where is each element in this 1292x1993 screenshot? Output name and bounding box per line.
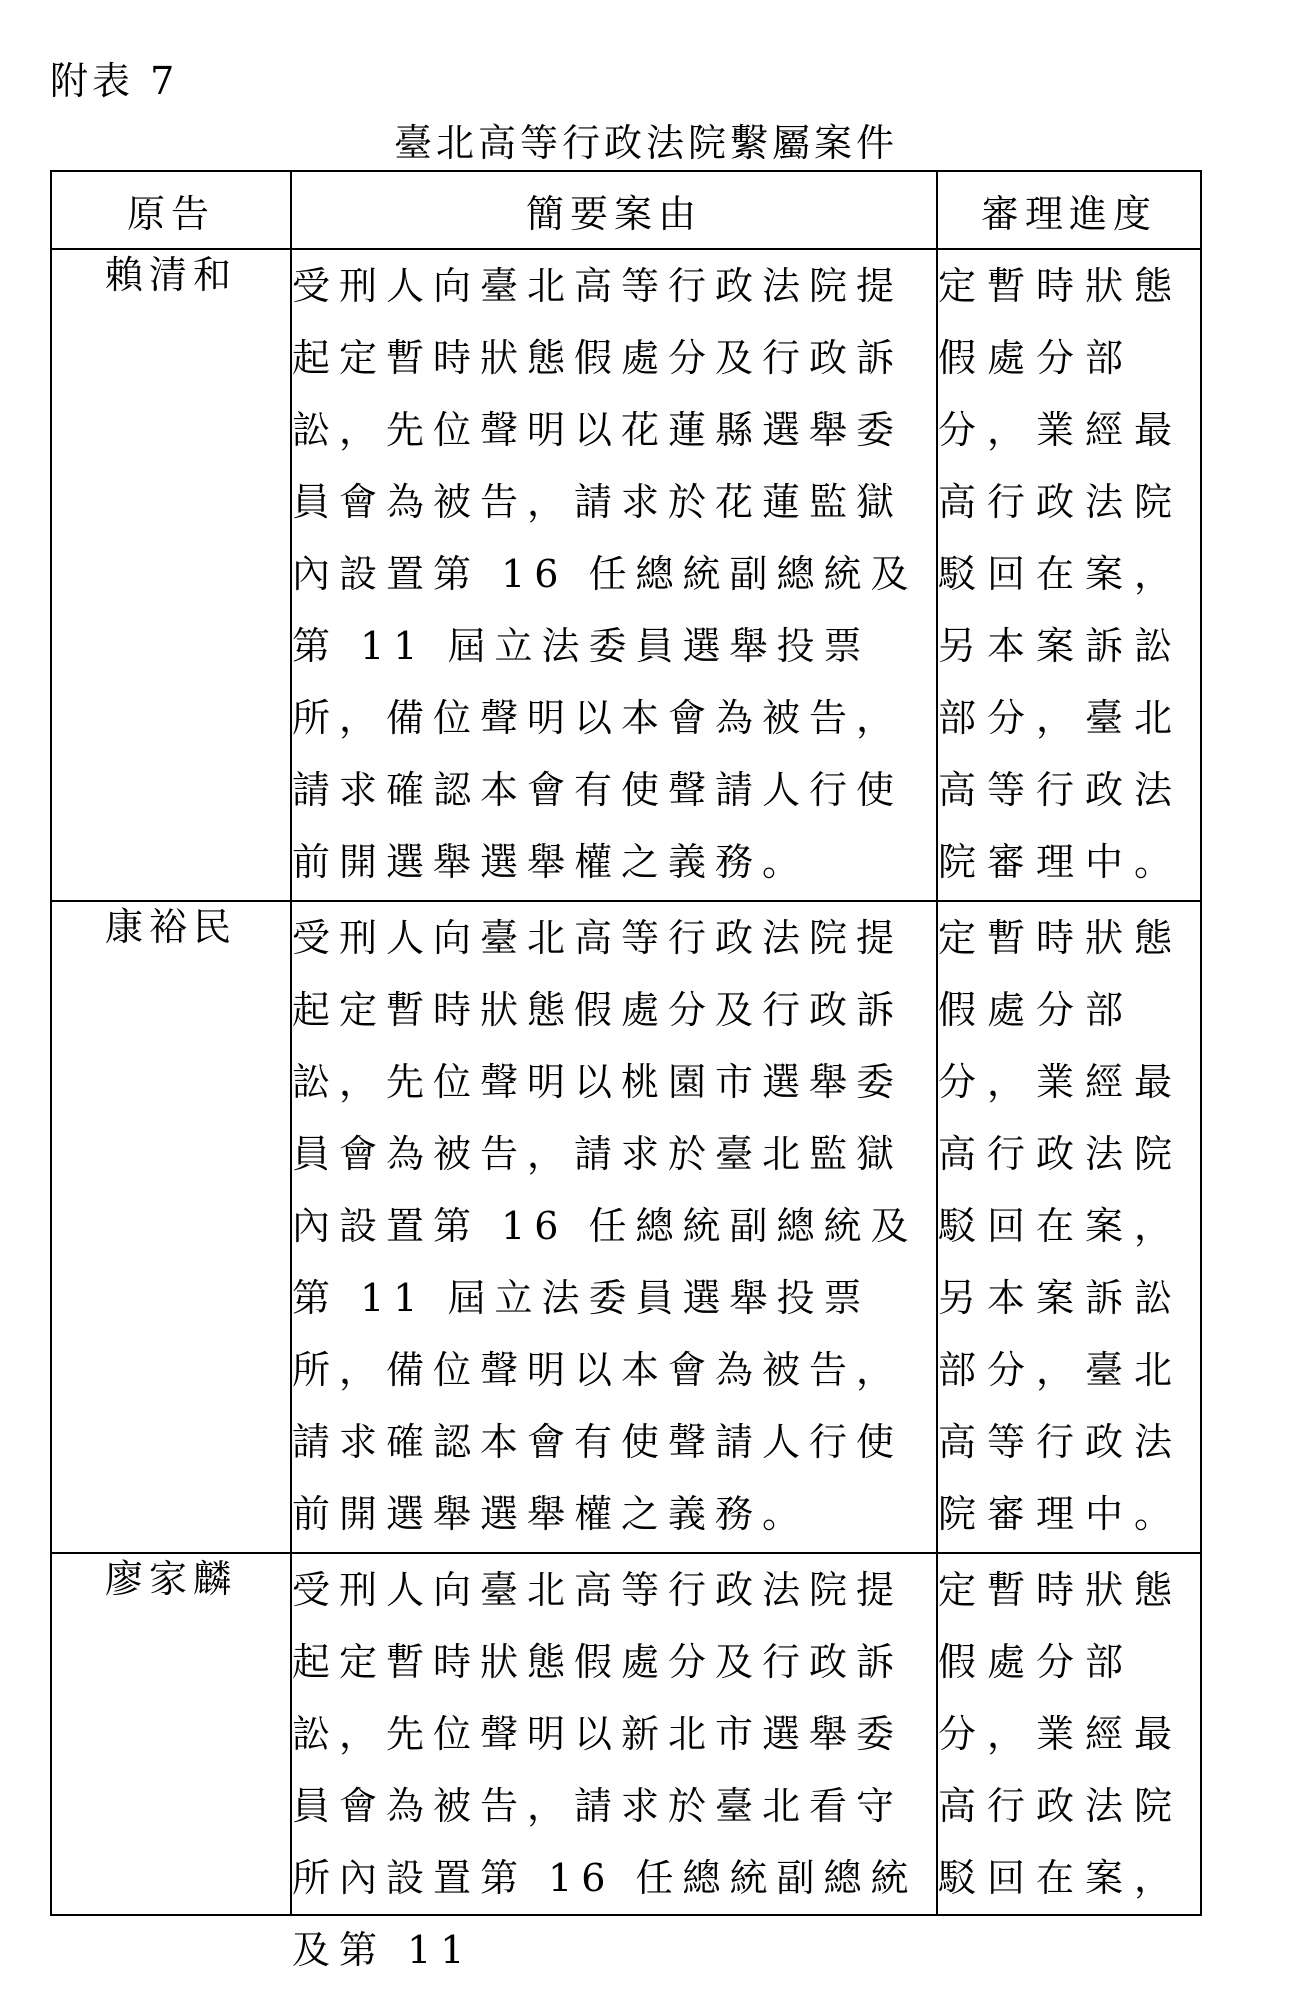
- header-plaintiff: 原告: [51, 171, 291, 249]
- plaintiff-cell: 康裕民: [51, 901, 291, 1553]
- header-summary: 簡要案由: [291, 171, 937, 249]
- plaintiff-cell: 廖家麟: [51, 1553, 291, 1915]
- progress-cell: 定暫時狀態假處分部分，業經最高行政法院駁回在案，另本案訴訟部分，臺北高等行政法院審理中。: [937, 249, 1201, 901]
- table-row: [51, 901, 1201, 1553]
- summary-cell: 受刑人向臺北高等行政法院提起定暫時狀態假處分及行政訴訟，先位聲明以桃園市選舉委員會為被告，請求於臺北監獄內設置第 16 任總統副總統及第 11 屆立法委員選舉投票所，備位聲明以本會為被告，請求確認本會有使聲請人行使前開選舉選舉權之義務。: [291, 901, 937, 1553]
- document-title: 臺北高等行政法院繫屬案件: [393, 121, 898, 165]
- progress-cell: 定暫時狀態假處分部分，業經最高行政法院駁回在案，另本案訴訟部分，臺北高等行政法院審理中。: [937, 901, 1201, 1553]
- progress-text: 定暫時狀態假處分部分，業經最高行政法院駁回在案，: [938, 1568, 1184, 1900]
- summary-cell: 受刑人向臺北高等行政法院提起定暫時狀態假處分及行政訴訟，先位聲明以花蓮縣選舉委員會為被告，請求於花蓮監獄內設置第 16 任總統副總統及第 11 屆立法委員選舉投票所，備位聲明以本會為被告，請求確認本會有使聲請人行使前開選舉選舉權之義務。: [291, 249, 937, 901]
- table-header-row: [51, 171, 1201, 249]
- summary-cell: [291, 1553, 937, 1972]
- progress-cell: [937, 1553, 1201, 1915]
- plaintiff-cell: 賴清和: [51, 249, 291, 901]
- table-row: [51, 1553, 1201, 1915]
- appendix-label: 附表 7: [50, 59, 179, 103]
- cases-table: [50, 170, 1202, 1972]
- summary-text: 受刑人向臺北高等行政法院提起定暫時狀態假處分及行政訴訟，先位聲明以新北市選舉委員會為被告，請求於臺北看守所內設置第 16 任總統副總統及第 11: [292, 1568, 918, 1972]
- header-progress: 審理進度: [937, 171, 1201, 249]
- table-row: [51, 249, 1201, 901]
